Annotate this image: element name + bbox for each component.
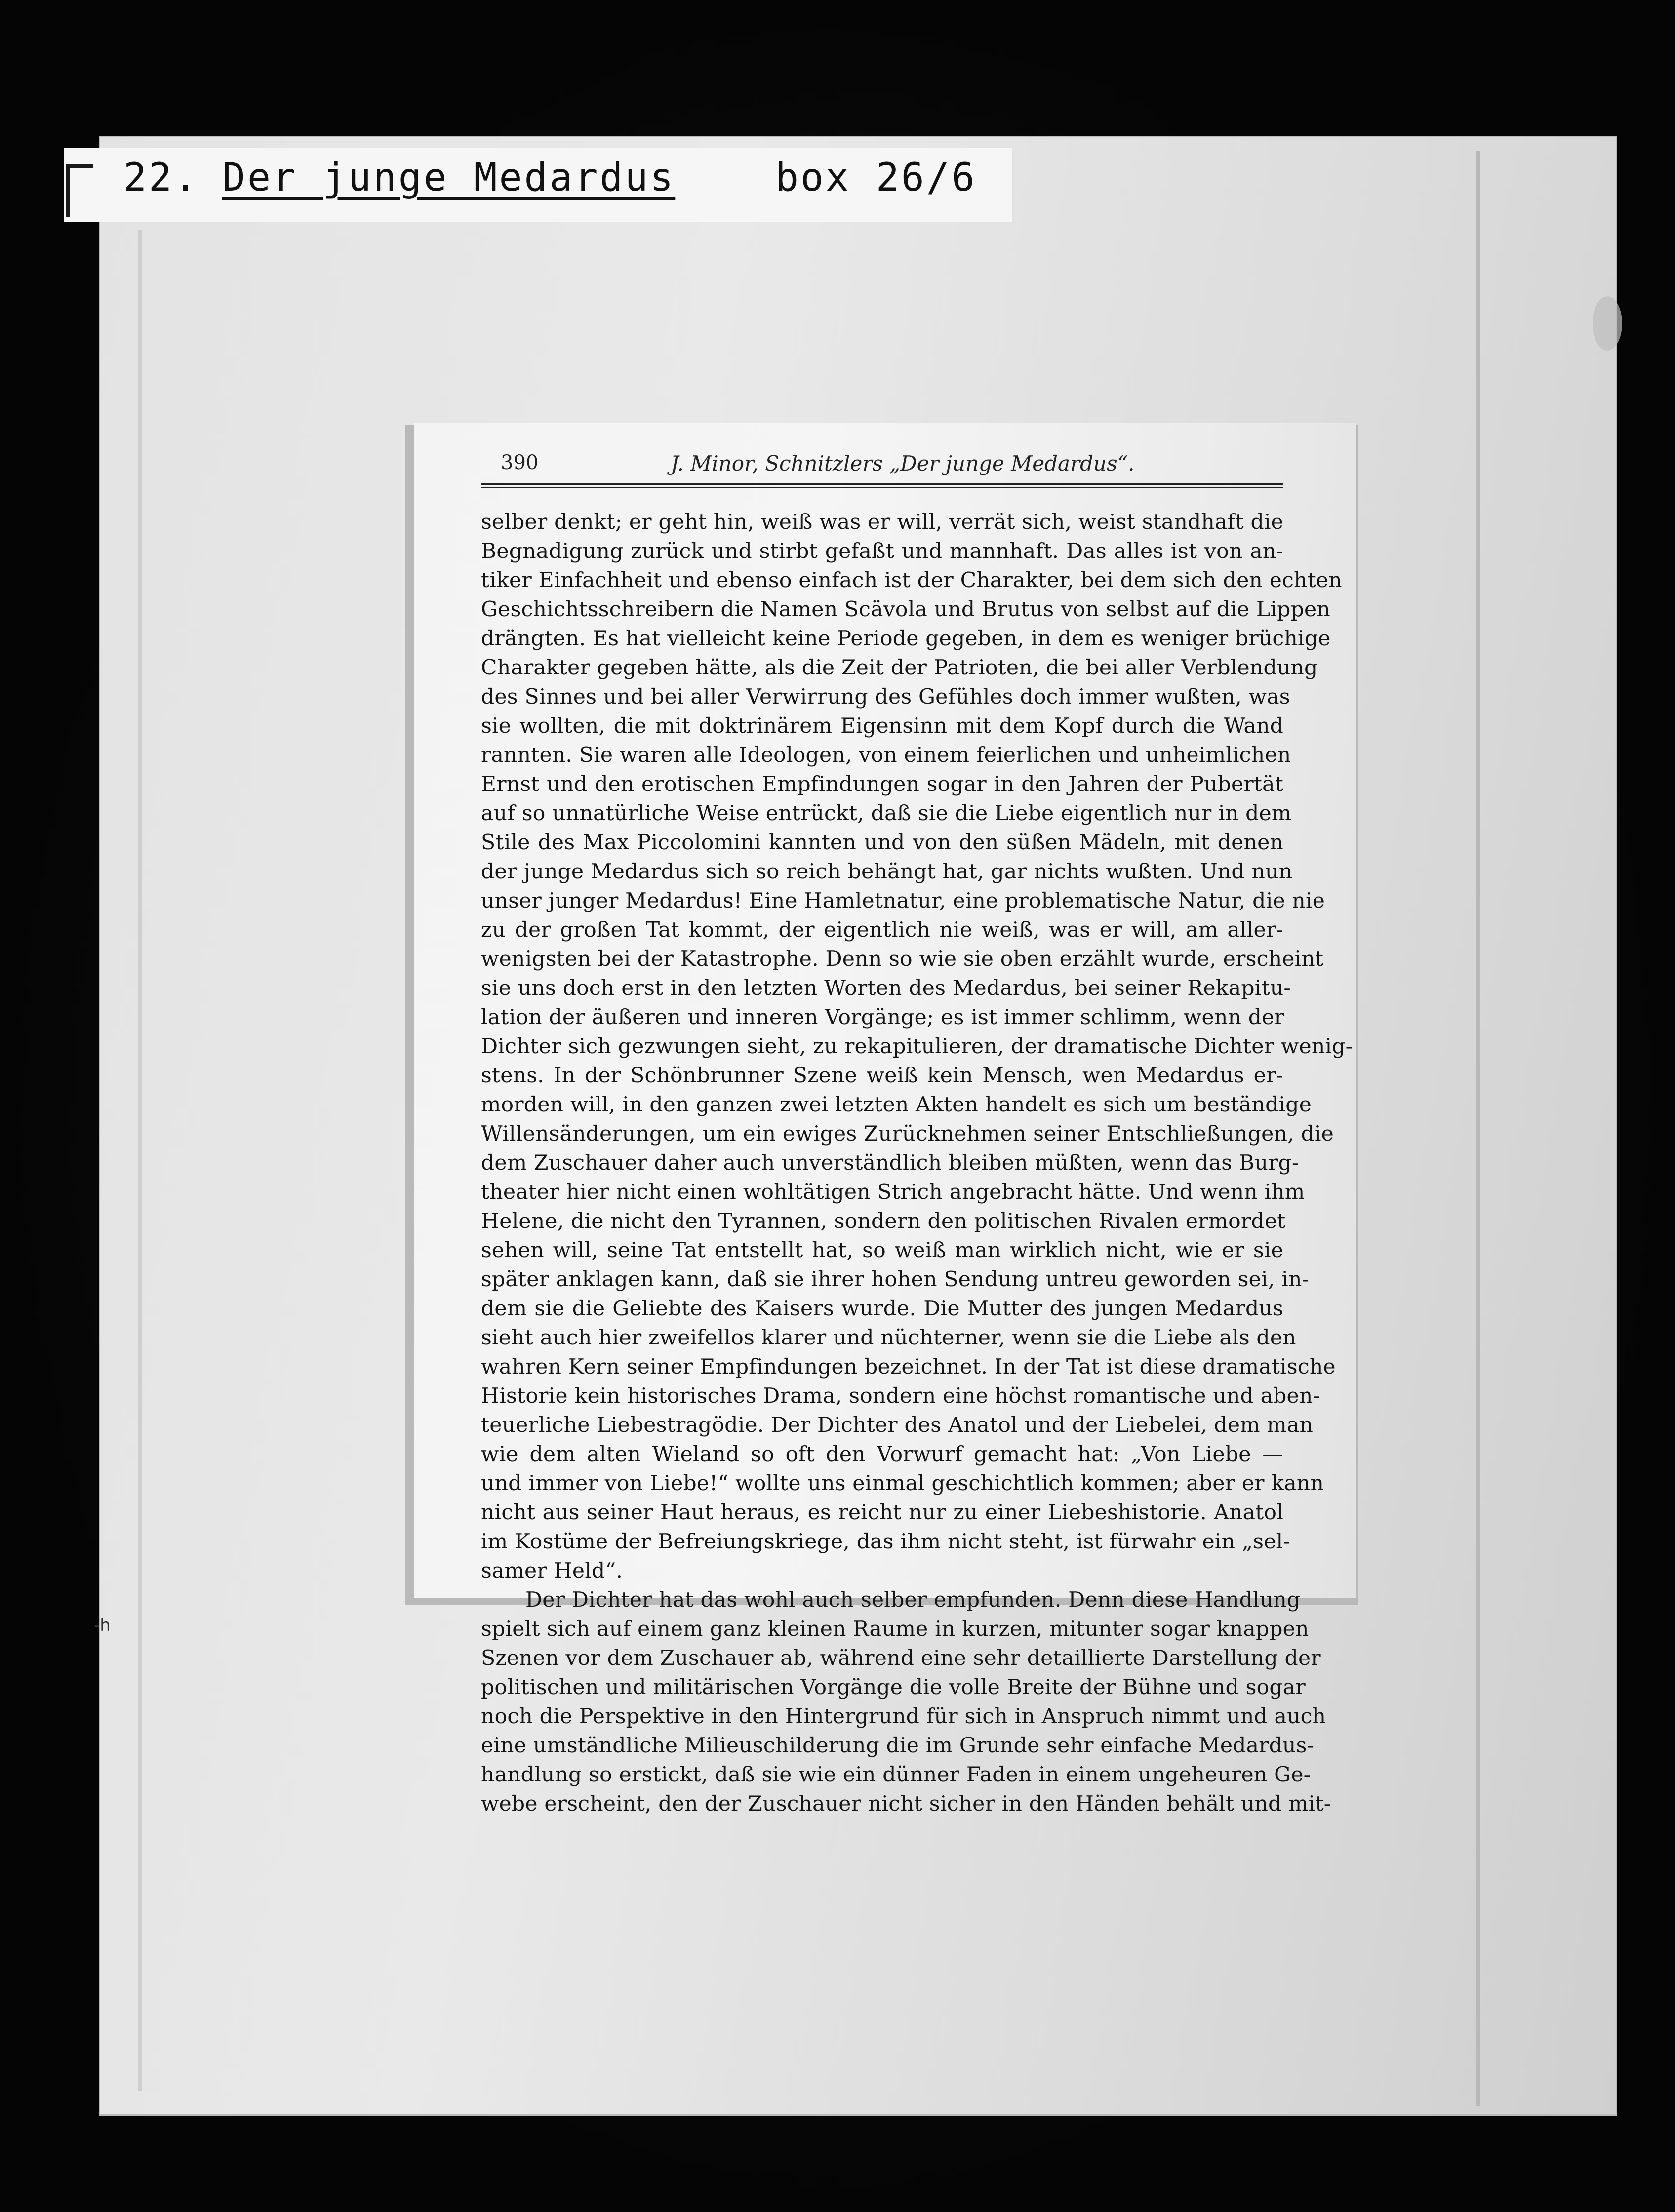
edge-mark: -h xyxy=(94,1616,111,1635)
text-line: sehen will, seine Tat entstellt hat, so weiß man wirklich nicht, wie er sie xyxy=(481,1238,1283,1263)
label-number: 22. xyxy=(123,156,199,200)
text-line: selber denkt; er geht hin, weiß was er will, verrät sich, weist standhaft die xyxy=(481,510,1284,534)
text-line: dem sie die Geliebte des Kaisers wurde. Die Mutter des jungen Medardus xyxy=(481,1297,1283,1321)
text-line: Stile des Max Piccolomini kannten und von den süßen Mädeln, mit denen xyxy=(481,830,1283,855)
text-line: spielt sich auf einem ganz kleinen Raume in kurzen, mitunter sogar knappen xyxy=(481,1617,1309,1641)
mount-fold-edge xyxy=(1476,151,1480,2106)
page-number: 390 xyxy=(501,451,539,474)
text-line: tiker Einfachheit und ebenso einfach ist der Charakter, bei dem sich den echten xyxy=(481,568,1342,592)
text-line: der junge Medardus sich so reich behängt hat, gar nichts wußten. Und nun xyxy=(481,860,1293,884)
mount-inner-edge xyxy=(138,230,142,2091)
text-line: wenigsten bei der Katastrophe. Denn so wie sie oben erzählt wurde, erscheint xyxy=(481,947,1324,971)
text-line: nicht aus seiner Haut heraus, es reicht nur zu einer Liebeshistorie. Anatol xyxy=(481,1501,1283,1525)
text-line: zu der großen Tat kommt, der eigentlich nie weiß, was er will, am aller- xyxy=(481,918,1283,942)
newspaper-clipping xyxy=(414,423,1356,1816)
text-line: politischen und militärischen Vorgänge die volle Breite der Bühne und sogar xyxy=(481,1675,1306,1699)
text-line: Willensänderungen, um ein ewiges Zurücknehmen seiner Entschließungen, die xyxy=(481,1122,1334,1146)
text-line: Historie kein historisches Drama, sondern eine höchst romantische und aben- xyxy=(481,1384,1320,1408)
text-line: Szenen vor dem Zuschauer ab, während eine sehr detaillierte Darstellung der xyxy=(481,1646,1321,1670)
text-line: wie dem alten Wieland so oft den Vorwurf gemacht hat: „Von Liebe — xyxy=(481,1442,1283,1466)
text-line: des Sinnes und bei aller Verwirrung des Gefühles doch immer wußten, was xyxy=(481,685,1290,709)
text-line: auf so unnatürliche Weise entrückt, daß sie die Liebe eigentlich nur in dem xyxy=(481,801,1292,826)
text-line: Begnadigung zurück und stirbt gefaßt und mannhaft. Das alles ist von an- xyxy=(481,539,1283,563)
text-line: sie wollten, die mit doktrinärem Eigensinn mit dem Kopf durch die Wand xyxy=(481,714,1283,738)
text-line: später anklagen kann, daß sie ihrer hohen Sendung untreu geworden sei, in- xyxy=(481,1267,1310,1292)
text-line: unser junger Medardus! Eine Hamletnatur, eine problematische Natur, die nie xyxy=(481,889,1325,913)
text-line: morden will, in den ganzen zwei letzten Akten handelt es sich um beständige xyxy=(481,1093,1312,1117)
text-line: drängten. Es hat vielleicht keine Periode gegeben, in dem es weniger brüchige xyxy=(481,627,1331,651)
text-line: dem Zuschauer daher auch unverständlich bleiben müßten, wenn das Burg- xyxy=(481,1151,1299,1175)
text-line: wahren Kern seiner Empfindungen bezeichnet. In der Tat ist diese dramatische xyxy=(481,1355,1336,1379)
text-line: Charakter gegeben hätte, als die Zeit der Patrioten, die bei aller Verblendung xyxy=(481,656,1318,680)
text-line: eine umständliche Milieuschilderung die im Grunde sehr einfache Medardus- xyxy=(481,1734,1315,1758)
text-line: sieht auch hier zweifellos klarer und nüchterner, wenn sie die Liebe als den xyxy=(481,1326,1296,1350)
text-line: rannten. Sie waren alle Ideologen, von einem feierlichen und unheimlichen xyxy=(481,743,1291,767)
text-line: sie uns doch erst in den letzten Worten des Medardus, bei seiner Rekapitu- xyxy=(481,976,1291,1000)
text-line: Der Dichter hat das wohl auch selber empfunden. Denn diese Handlung xyxy=(525,1588,1301,1612)
text-line: noch die Perspektive in den Hintergrund für sich in Anspruch nimmt und auch xyxy=(481,1704,1326,1729)
text-line: samer Held“. xyxy=(481,1559,623,1583)
running-head-title: J. Minor, Schnitzlers „Der junge Medardus“. xyxy=(671,451,1135,475)
text-line: Geschichtsschreibern die Namen Scävola und Brutus von selbst auf die Lippen xyxy=(481,597,1330,622)
text-line: stens. In der Schönbrunner Szene weiß kein Mensch, wen Medardus er- xyxy=(481,1064,1283,1088)
text-line: Helene, die nicht den Tyrannen, sondern den politischen Rivalen ermordet xyxy=(481,1209,1286,1233)
side-stamp-mark xyxy=(1593,296,1622,351)
text-line: teuerliche Liebestragödie. Der Dichter des Anatol und der Liebelei, dem man xyxy=(481,1413,1314,1437)
label-title: Der junge Medardus xyxy=(222,156,676,200)
text-line: Dichter sich gezwungen sieht, zu rekapitulieren, der dramatische Dichter wenig- xyxy=(481,1034,1353,1059)
text-line: Ernst und den erotischen Empfindungen sogar in den Jahren der Pubertät xyxy=(481,772,1283,796)
text-line: theater hier nicht einen wohltätigen Strich angebracht hätte. Und wenn ihm xyxy=(481,1180,1305,1204)
text-line: lation der äußeren und inneren Vorgänge; es ist immer schlimm, wenn der xyxy=(481,1005,1285,1029)
corner-bracket-mark xyxy=(66,164,93,217)
text-line: webe erscheint, den der Zuschauer nicht sicher in den Händen behält und mit- xyxy=(481,1792,1331,1816)
head-double-rule xyxy=(481,483,1283,488)
label-box-number: box 26/6 xyxy=(775,156,977,200)
text-line: handlung so erstickt, daß sie wie ein dünner Faden in einem ungeheuren Ge- xyxy=(481,1763,1311,1787)
article-body xyxy=(481,508,1353,1818)
text-line: im Kostüme der Befreiungskriege, das ihm nicht steht, ist fürwahr ein „sel- xyxy=(481,1530,1290,1554)
running-head xyxy=(414,447,1356,482)
text-line: und immer von Liebe!“ wollte uns einmal geschichtlich kommen; aber er kann xyxy=(481,1471,1324,1496)
